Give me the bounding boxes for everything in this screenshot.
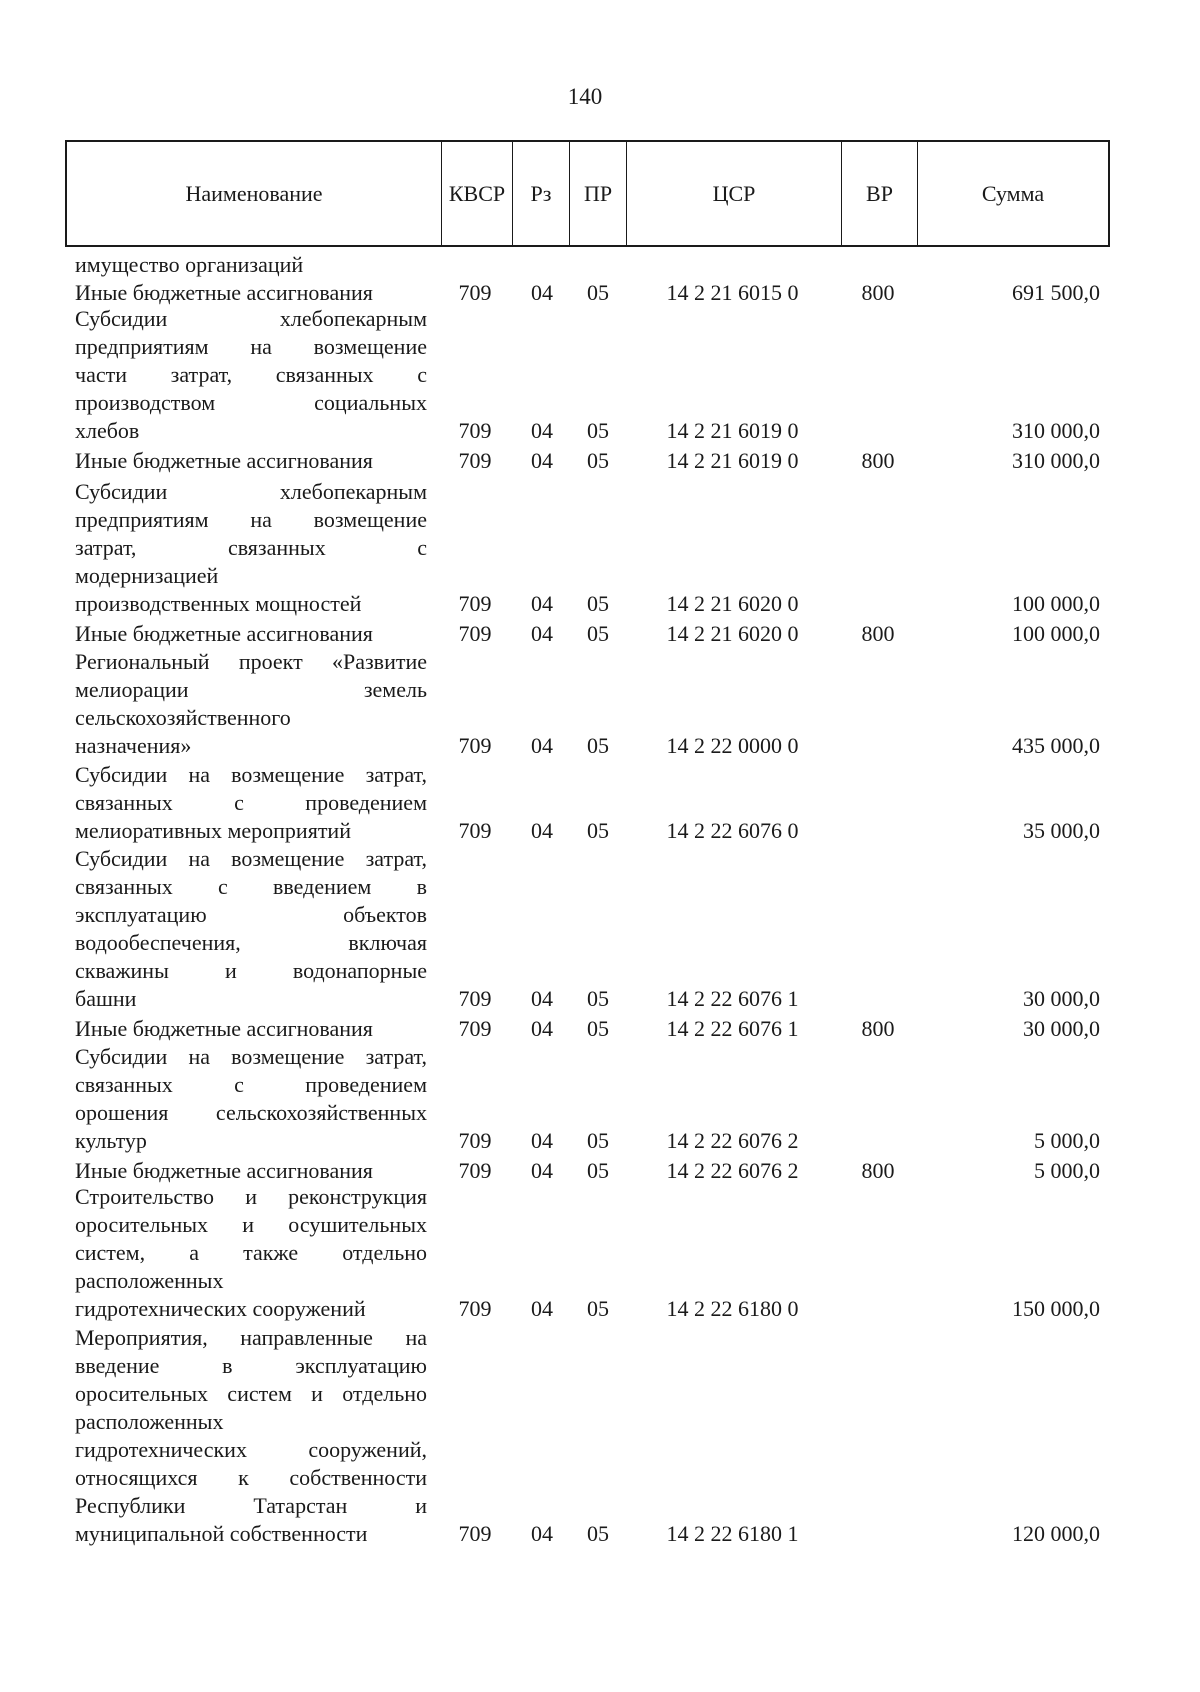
header-csr: ЦСР [627, 142, 842, 245]
table-row [0, 447, 1200, 475]
row-kvsr: 709 [458, 280, 492, 305]
row-name-line: водообеспечения, включая [75, 930, 427, 955]
table-row [0, 279, 1200, 307]
row-name-line: муниципальной собственности [75, 1521, 368, 1546]
table-row [0, 1043, 1200, 1155]
row-name-line: гидротехнических сооружений, [75, 1437, 427, 1462]
row-name-line: связанных с проведением [75, 1072, 427, 1097]
row-name [75, 1183, 427, 1323]
row-pr: 05 [587, 1016, 609, 1041]
row-name-line: Мероприятия, направленные на [75, 1325, 427, 1350]
row-name-line: систем, а также отдельно [75, 1240, 427, 1265]
row-name-line: части затрат, связанных с [75, 362, 427, 387]
header-vr: ВР [842, 142, 918, 245]
row-name [75, 305, 427, 445]
row-name-line: Иные бюджетные ассигнования [75, 621, 373, 646]
row-pr: 05 [587, 621, 609, 646]
row-pr: 05 [587, 1296, 609, 1321]
row-name [75, 279, 427, 307]
row-name-line: орошения сельскохозяйственных [75, 1100, 427, 1125]
row-sum: 120 000,0 [1012, 1521, 1100, 1546]
row-kvsr: 709 [458, 1521, 492, 1546]
table-row [0, 1324, 1200, 1548]
row-csr: 14 2 21 6020 0 [666, 621, 799, 646]
header-sum: Сумма [981, 180, 1045, 206]
row-sum: 5 000,0 [1034, 1128, 1100, 1153]
row-rz: 04 [531, 733, 553, 758]
row-sum: 150 000,0 [1012, 1296, 1100, 1321]
row-rz: 04 [531, 986, 553, 1011]
row-rz: 04 [531, 280, 553, 305]
row-name-line: Субсидии на возмещение затрат, [75, 762, 427, 787]
row-csr: 14 2 21 6015 0 [666, 280, 799, 305]
table-row [0, 251, 1200, 279]
row-sum: 100 000,0 [1012, 621, 1100, 646]
row-pr: 05 [587, 986, 609, 1011]
row-name-line: Иные бюджетные ассигнования [75, 448, 373, 473]
row-name-line: производственных мощностей [75, 591, 362, 616]
row-name-line: Субсидии хлебопекарным [75, 479, 427, 504]
row-name [75, 447, 427, 475]
row-sum: 35 000,0 [1023, 818, 1100, 843]
row-pr: 05 [587, 733, 609, 758]
row-kvsr: 709 [458, 1296, 492, 1321]
row-vr: 800 [861, 1016, 895, 1041]
row-rz: 04 [531, 418, 553, 443]
table-row [0, 305, 1200, 445]
row-vr: 800 [861, 280, 895, 305]
row-name-line: предприятиям на возмещение [75, 334, 427, 359]
header-kvsr: КВСР [442, 142, 513, 245]
row-csr: 14 2 21 6019 0 [666, 418, 799, 443]
row-kvsr: 709 [458, 733, 492, 758]
row-name [75, 1043, 427, 1155]
row-pr: 05 [587, 448, 609, 473]
row-rz: 04 [531, 621, 553, 646]
table-row [0, 620, 1200, 648]
table-row [0, 1183, 1200, 1323]
row-name [75, 1157, 427, 1185]
row-rz: 04 [531, 818, 553, 843]
row-kvsr: 709 [458, 986, 492, 1011]
row-kvsr: 709 [458, 1128, 492, 1153]
row-csr: 14 2 21 6019 0 [666, 448, 799, 473]
row-kvsr: 709 [458, 818, 492, 843]
row-csr: 14 2 22 0000 0 [666, 733, 799, 758]
row-name [75, 620, 427, 648]
row-name-line: эксплуатацию объектов [75, 902, 427, 927]
row-name [75, 648, 427, 760]
row-name-line: Субсидии на возмещение затрат, [75, 846, 427, 871]
row-csr: 14 2 22 6076 0 [666, 818, 799, 843]
table-row [0, 845, 1200, 1013]
row-kvsr: 709 [458, 1158, 492, 1183]
row-name-line: гидротехнических сооружений [75, 1296, 366, 1321]
header-rz: Рз [513, 142, 570, 245]
row-kvsr: 709 [458, 621, 492, 646]
row-vr: 800 [861, 621, 895, 646]
table-row [0, 1015, 1200, 1043]
row-csr: 14 2 21 6020 0 [666, 591, 799, 616]
row-sum: 100 000,0 [1012, 591, 1100, 616]
row-pr: 05 [587, 418, 609, 443]
row-name-line: модернизацией [75, 563, 219, 588]
row-pr: 05 [587, 1521, 609, 1546]
row-name-line: затрат, связанных с [75, 535, 427, 560]
row-csr: 14 2 22 6076 1 [666, 1016, 799, 1041]
row-csr: 14 2 22 6076 2 [666, 1158, 799, 1183]
row-csr: 14 2 22 6180 1 [666, 1521, 799, 1546]
row-name [75, 251, 427, 279]
row-name-line: Субсидии на возмещение затрат, [75, 1044, 427, 1069]
row-sum: 435 000,0 [1012, 733, 1100, 758]
row-csr: 14 2 22 6076 1 [666, 986, 799, 1011]
row-name-line: оросительных и осушительных [75, 1212, 427, 1237]
row-sum: 30 000,0 [1023, 1016, 1100, 1041]
row-name-line: Субсидии хлебопекарным [75, 306, 427, 331]
row-kvsr: 709 [458, 448, 492, 473]
row-name [75, 1015, 427, 1043]
row-name-line: расположенных [75, 1409, 224, 1434]
row-name-line: связанных с проведением [75, 790, 427, 815]
row-vr: 800 [861, 448, 895, 473]
row-name-line: предприятиям на возмещение [75, 507, 427, 532]
row-name-line: Республики Татарстан и [75, 1493, 427, 1518]
row-pr: 05 [587, 280, 609, 305]
row-name-line: сельскохозяйственного [75, 705, 291, 730]
row-rz: 04 [531, 1128, 553, 1153]
row-name-line: оросительных систем и отдельно [75, 1381, 427, 1406]
row-name-line: назначения» [75, 733, 192, 758]
row-name-line: Строительство и реконструкция [75, 1184, 427, 1209]
row-name-line: башни [75, 986, 137, 1011]
row-pr: 05 [587, 1158, 609, 1183]
row-name-line: культур [75, 1128, 147, 1153]
row-sum: 691 500,0 [1012, 280, 1100, 305]
row-sum: 310 000,0 [1012, 418, 1100, 443]
row-name-line: Иные бюджетные ассигнования [75, 1016, 373, 1041]
row-rz: 04 [531, 1016, 553, 1041]
row-kvsr: 709 [458, 1016, 492, 1041]
row-csr: 14 2 22 6076 2 [666, 1128, 799, 1153]
row-rz: 04 [531, 1521, 553, 1546]
row-pr: 05 [587, 818, 609, 843]
row-rz: 04 [531, 448, 553, 473]
row-name-line: Иные бюджетные ассигнования [75, 1158, 373, 1183]
header-pr: ПР [570, 142, 627, 245]
table-row [0, 761, 1200, 845]
row-sum: 310 000,0 [1012, 448, 1100, 473]
table-row [0, 478, 1200, 618]
row-name-line: введение в эксплуатацию [75, 1353, 427, 1378]
row-name-line: связанных с введением в [75, 874, 427, 899]
row-rz: 04 [531, 1158, 553, 1183]
row-name-line: Иные бюджетные ассигнования [75, 280, 373, 305]
row-name-line: мелиоративных мероприятий [75, 818, 351, 843]
table-row [0, 648, 1200, 760]
row-name [75, 478, 427, 618]
row-sum: 30 000,0 [1023, 986, 1100, 1011]
row-name-line: имущество организаций [75, 252, 304, 277]
row-kvsr: 709 [458, 591, 492, 616]
row-name [75, 761, 427, 845]
row-vr: 800 [861, 1158, 895, 1183]
row-name-line: мелиорации земель [75, 677, 427, 702]
table-row [0, 1157, 1200, 1185]
row-name-line: производством социальных [75, 390, 427, 415]
row-pr: 05 [587, 591, 609, 616]
row-rz: 04 [531, 1296, 553, 1321]
row-rz: 04 [531, 591, 553, 616]
row-kvsr: 709 [458, 418, 492, 443]
row-name-line: хлебов [75, 418, 140, 443]
row-name [75, 1324, 427, 1548]
row-pr: 05 [587, 1128, 609, 1153]
row-name-line: расположенных [75, 1268, 224, 1293]
row-csr: 14 2 22 6180 0 [666, 1296, 799, 1321]
row-sum: 5 000,0 [1034, 1158, 1100, 1183]
row-name-line: скважины и водонапорные [75, 958, 427, 983]
row-name [75, 845, 427, 1013]
row-name-line: относящихся к собственности [75, 1465, 427, 1490]
page-number: 140 [567, 84, 603, 109]
row-name-line: Региональный проект «Развитие [75, 649, 427, 674]
header-name: Наименование [67, 142, 442, 245]
